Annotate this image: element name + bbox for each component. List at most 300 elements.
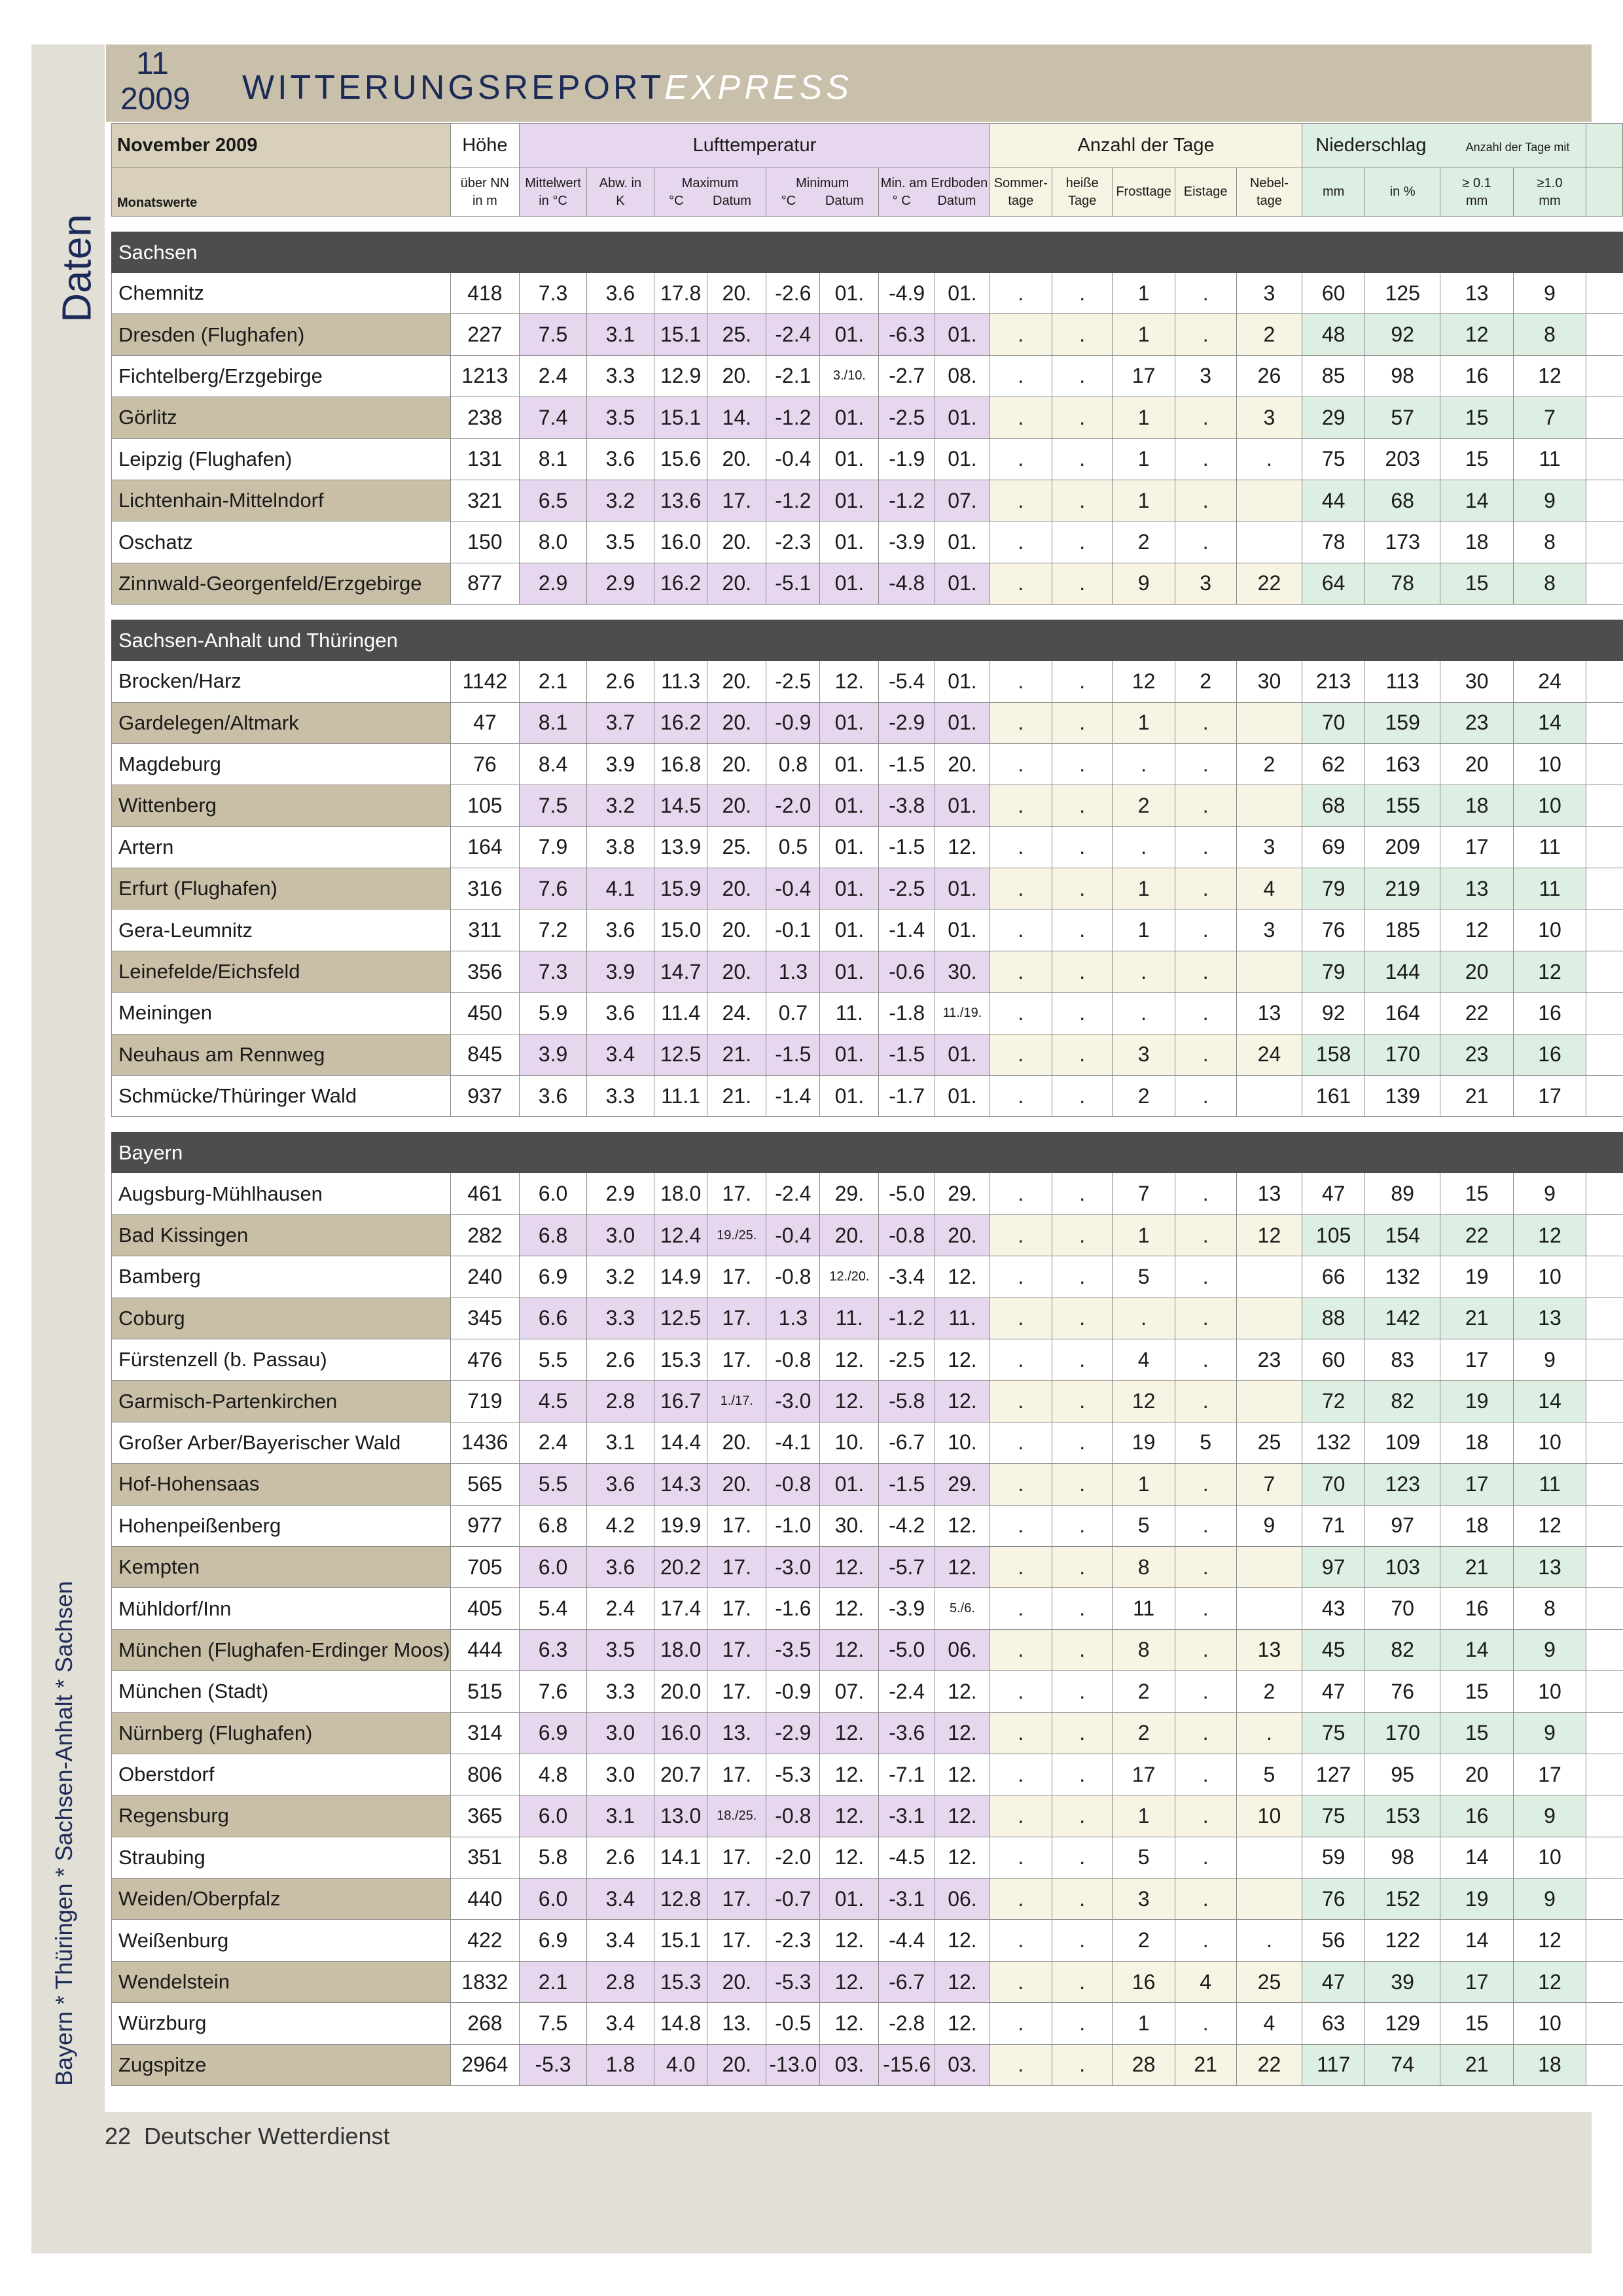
cell-value: 10 (1513, 2003, 1586, 2044)
cell-value (1236, 951, 1302, 992)
group-anzahl-tage: Anzahl der Tage (990, 124, 1302, 168)
cell-value: 10. (820, 1422, 879, 1463)
cell-value: 2 (1113, 1920, 1175, 1961)
cell-value: 2 (1113, 1671, 1175, 1712)
cell-value: 18.0 (654, 1629, 707, 1670)
table-row (112, 1214, 1623, 1256)
cell-value: -7.1 (879, 1754, 935, 1795)
cell-value: -5.3 (520, 2044, 587, 2085)
cell-value: -5.7 (879, 1546, 935, 1587)
cell-value: 14 (1440, 1837, 1513, 1878)
cell-value: 01. (820, 868, 879, 910)
cell-value: 113 (1364, 661, 1440, 702)
cell-value: . (1052, 397, 1113, 438)
cell-value: 152 (1364, 1879, 1440, 1920)
cell-value: -2.5 (879, 868, 935, 910)
cell-value: -1.6 (766, 1588, 820, 1629)
cell-value: 19 (1440, 1256, 1513, 1298)
cell-value: . (1113, 743, 1175, 785)
edge-cell (1586, 314, 1623, 355)
cell-value: 8 (1513, 521, 1586, 563)
cell-value: 20.7 (654, 1754, 707, 1795)
cell-value: 21 (1440, 1546, 1513, 1587)
cell-value: -1.2 (879, 1298, 935, 1339)
cell-value: 24 (1513, 661, 1586, 702)
cell-value: 01. (935, 868, 990, 910)
cell-value: -5.3 (766, 1754, 820, 1795)
cell-value (1236, 521, 1302, 563)
cell-value: . (1052, 826, 1113, 868)
cell-value: 11.3 (654, 661, 707, 702)
station-name: Nürnberg (Flughafen) (112, 1712, 451, 1754)
cell-value: . (990, 1712, 1052, 1754)
cell-value: 705 (450, 1546, 520, 1587)
cell-value: 3.4 (586, 1879, 654, 1920)
cell-value: 9 (1513, 273, 1586, 314)
cell-value: 20 (1440, 743, 1513, 785)
cell-value: 14.7 (654, 951, 707, 992)
cell-value: . (1052, 314, 1113, 355)
cell-value: 79 (1302, 868, 1365, 910)
cell-value: 6.0 (520, 1879, 587, 1920)
cell-value: 64 (1302, 563, 1365, 604)
table-row (112, 314, 1623, 355)
cell-value: 47 (450, 702, 520, 743)
cell-value: . (1052, 661, 1113, 702)
cell-value: 20. (707, 355, 766, 397)
col-header-ge-1-0: ≥1.0 mm (1513, 168, 1586, 217)
cell-value: . (1052, 563, 1113, 604)
cell-value: -5.1 (766, 563, 820, 604)
cell-value: 01. (820, 951, 879, 992)
cell-value: 20. (707, 1422, 766, 1463)
cell-value: -0.1 (766, 910, 820, 951)
cell-value: 5./6. (935, 1588, 990, 1629)
cell-value: 3.1 (586, 1422, 654, 1463)
cell-value: 72 (1302, 1381, 1365, 1422)
cell-value: 24 (1236, 1034, 1302, 1075)
cell-value: . (990, 1961, 1052, 2002)
cell-value: . (990, 868, 1052, 910)
cell-value: -0.9 (766, 1671, 820, 1712)
brand-sub: EXPRESS (664, 69, 853, 107)
region-name: Sachsen (112, 232, 1623, 273)
cell-value: . (990, 1505, 1052, 1546)
maximum-label: Maximum (681, 175, 739, 190)
cell-value: 13.6 (654, 480, 707, 521)
cell-value: 22 (1440, 1214, 1513, 1256)
cell-value: 12. (935, 1795, 990, 1837)
table-row (112, 993, 1623, 1034)
cell-value: 39 (1364, 1961, 1440, 2002)
cell-value: -1.5 (879, 826, 935, 868)
cell-value: -2.4 (766, 314, 820, 355)
table-row (112, 1837, 1623, 1878)
cell-value: -4.8 (879, 563, 935, 604)
cell-value: 7.2 (520, 910, 587, 951)
cell-value: 4.8 (520, 1754, 587, 1795)
cell-value: 13. (707, 2003, 766, 2044)
cell-value: -3.0 (766, 1546, 820, 1587)
cell-value: 5 (1236, 1754, 1302, 1795)
cell-value: -4.2 (879, 1505, 935, 1546)
region-name: Sachsen-Anhalt und Thüringen (112, 620, 1623, 661)
cell-value: 227 (450, 314, 520, 355)
table-row (112, 868, 1623, 910)
cell-value: . (990, 1920, 1052, 1961)
cell-value: -5.8 (879, 1381, 935, 1422)
cell-value: -2.3 (766, 1920, 820, 1961)
cell-value: 1 (1113, 438, 1175, 480)
cell-value: 6.0 (520, 1173, 587, 1214)
col-header-ge-0-1: ≥ 0.1 mm (1440, 168, 1513, 217)
cell-value: 22 (1236, 2044, 1302, 2085)
cell-value: 1 (1113, 1214, 1175, 1256)
cell-value: 14.1 (654, 1837, 707, 1878)
station-name: Zinnwald-Georgenfeld/Erzgebirge (112, 563, 451, 604)
cell-value: 16.0 (654, 521, 707, 563)
cell-value: 01. (820, 480, 879, 521)
table-row (112, 661, 1623, 702)
table-row (112, 951, 1623, 992)
cell-value: 20. (935, 743, 990, 785)
cell-value: 45 (1302, 1629, 1365, 1670)
cell-value: 7.6 (520, 1671, 587, 1712)
edge-cell (1586, 1837, 1623, 1878)
cell-value: 01. (820, 521, 879, 563)
cell-value: 164 (1364, 993, 1440, 1034)
publisher: Deutscher Wetterdienst (144, 2123, 390, 2149)
issue-number: 11 (136, 46, 169, 81)
cell-value: 01. (820, 397, 879, 438)
edge-cell (1586, 355, 1623, 397)
cell-value: 12. (820, 1629, 879, 1670)
cell-value: 44 (1302, 480, 1365, 521)
cell-value: 21 (1440, 2044, 1513, 2085)
table-row (112, 743, 1623, 785)
cell-value: 20. (707, 951, 766, 992)
cell-value: -2.9 (766, 1712, 820, 1754)
edge-cell (1586, 1588, 1623, 1629)
station-name: Wittenberg (112, 785, 451, 826)
cell-value: 6.9 (520, 1256, 587, 1298)
station-name: Würzburg (112, 2003, 451, 2044)
edge-cell (1586, 480, 1623, 521)
cell-value: 163 (1364, 743, 1440, 785)
cell-value: 16.8 (654, 743, 707, 785)
station-name: Erfurt (Flughafen) (112, 868, 451, 910)
cell-value: . (1175, 1076, 1236, 1117)
cell-value: . (1175, 826, 1236, 868)
cell-value: 1 (1113, 1795, 1175, 1837)
cell-value: 2.4 (586, 1588, 654, 1629)
cell-value (1236, 1588, 1302, 1629)
cell-value: . (1052, 1588, 1113, 1629)
cell-value: 23 (1440, 702, 1513, 743)
station-name: Lichtenhain-Mittelndorf (112, 480, 451, 521)
station-name: Görlitz (112, 397, 451, 438)
cell-value: . (990, 2044, 1052, 2085)
station-name: Artern (112, 826, 451, 868)
cell-value: 74 (1364, 2044, 1440, 2085)
cell-value: 17.8 (654, 273, 707, 314)
cell-value: . (1052, 1546, 1113, 1587)
cell-value: 10 (1513, 1256, 1586, 1298)
cell-value: . (990, 1879, 1052, 1920)
cell-value: 01. (935, 785, 990, 826)
cell-value: 15.3 (654, 1339, 707, 1380)
cell-value: . (1175, 743, 1236, 785)
cell-value: -3.1 (879, 1795, 935, 1837)
station-name: Bad Kissingen (112, 1214, 451, 1256)
cell-value: 2.9 (586, 563, 654, 604)
col-header-sommertage: Sommer- tage (990, 168, 1052, 217)
cell-value: . (990, 1795, 1052, 1837)
station-name: Meiningen (112, 993, 451, 1034)
cell-value: 14. (707, 397, 766, 438)
cell-value: -5.0 (879, 1173, 935, 1214)
cell-value: . (1175, 1546, 1236, 1587)
table-row (112, 785, 1623, 826)
cell-value: -1.4 (766, 1076, 820, 1117)
cell-value: 22 (1236, 563, 1302, 604)
cell-value: 3 (1175, 355, 1236, 397)
cell-value: 01. (935, 910, 990, 951)
cell-value: 20. (707, 2044, 766, 2085)
cell-value: 12.8 (654, 1879, 707, 1920)
cell-value: 12. (820, 661, 879, 702)
cell-value: 2 (1236, 1671, 1302, 1712)
cell-value: 62 (1302, 743, 1365, 785)
cell-value: -3.4 (879, 1256, 935, 1298)
cell-value: . (1052, 1754, 1113, 1795)
cell-value: 12. (820, 1837, 879, 1878)
group-hoehe: Höhe (450, 124, 520, 168)
cell-value: 3 (1113, 1034, 1175, 1075)
cell-value: -0.4 (766, 438, 820, 480)
cell-value: 12 (1440, 314, 1513, 355)
cell-value: 01. (820, 1879, 879, 1920)
cell-value: 4.1 (586, 868, 654, 910)
cell-value: 3.3 (586, 1671, 654, 1712)
cell-value: 68 (1364, 480, 1440, 521)
cell-value: 314 (450, 1712, 520, 1754)
cell-value: 16 (1440, 355, 1513, 397)
cell-value: -3.0 (766, 1381, 820, 1422)
cell-value: . (1052, 1076, 1113, 1117)
region-header (112, 232, 1623, 273)
edge-cell (1586, 1795, 1623, 1837)
station-name: Zugspitze (112, 2044, 451, 2085)
cell-value: . (990, 521, 1052, 563)
cell-value: 2.9 (586, 1173, 654, 1214)
cell-value: 17. (707, 1546, 766, 1587)
edge-cell (1586, 1961, 1623, 2002)
cell-value: 565 (450, 1464, 520, 1505)
cell-value: . (990, 1671, 1052, 1712)
cell-value: 75 (1302, 438, 1365, 480)
cell-value: 12.9 (654, 355, 707, 397)
cell-value: -1.2 (879, 480, 935, 521)
cell-value: -2.5 (879, 397, 935, 438)
cell-value: . (1175, 993, 1236, 1034)
table-row (112, 1464, 1623, 1505)
cell-value: 4 (1236, 2003, 1302, 2044)
cell-value: . (1052, 702, 1113, 743)
cell-value: 3 (1236, 910, 1302, 951)
cell-value: 17 (1440, 1339, 1513, 1380)
station-name: Oberstdorf (112, 1754, 451, 1795)
cell-value: 476 (450, 1339, 520, 1380)
cell-value: . (1052, 1034, 1113, 1075)
cell-value: 3.6 (586, 273, 654, 314)
cell-value: -0.4 (766, 868, 820, 910)
table-row (112, 1339, 1623, 1380)
cell-value: . (990, 743, 1052, 785)
cell-value: . (1052, 1629, 1113, 1670)
cell-value: -0.8 (766, 1339, 820, 1380)
cell-value: 01. (935, 1076, 990, 1117)
cell-value: 20. (707, 910, 766, 951)
cell-value: 03. (935, 2044, 990, 2085)
cell-value: 13 (1440, 868, 1513, 910)
cell-value: 10 (1513, 1671, 1586, 1712)
cell-value: 97 (1364, 1505, 1440, 1546)
cell-value: 14.8 (654, 2003, 707, 2044)
cell-value: 01. (820, 702, 879, 743)
cell-value: 88 (1302, 1298, 1365, 1339)
page-number: 22 (105, 2123, 132, 2149)
cell-value: . (990, 1034, 1052, 1075)
cell-value: 3.2 (586, 1256, 654, 1298)
erd-datum: Datum (937, 193, 976, 208)
cell-value: 16.2 (654, 702, 707, 743)
cell-value: 131 (450, 438, 520, 480)
table-row (112, 1381, 1623, 1422)
station-name: Leinefelde/Eichsfeld (112, 951, 451, 992)
table-row (112, 1505, 1623, 1546)
cell-value: 20. (707, 1464, 766, 1505)
cell-value: . (1175, 273, 1236, 314)
region-spacer (112, 217, 1623, 232)
station-name: München (Stadt) (112, 1671, 451, 1712)
station-name: Oschatz (112, 521, 451, 563)
cell-value: -0.5 (766, 2003, 820, 2044)
cell-value: 15.1 (654, 1920, 707, 1961)
station-name: Fürstenzell (b. Passau) (112, 1339, 451, 1380)
cell-value: 17. (707, 480, 766, 521)
edge-cell (1586, 1422, 1623, 1463)
cell-value: 3.3 (586, 1076, 654, 1117)
cell-value: 5.8 (520, 1837, 587, 1878)
cell-value: 30. (935, 951, 990, 992)
region-spacer (112, 605, 1623, 620)
cell-value: 109 (1364, 1422, 1440, 1463)
cell-value: 937 (450, 1076, 520, 1117)
station-name: Wendelstein (112, 1961, 451, 2002)
cell-value: 01. (820, 314, 879, 355)
cell-value: 450 (450, 993, 520, 1034)
cell-value: 3./10. (820, 355, 879, 397)
cell-value: 29. (935, 1173, 990, 1214)
cell-value: 321 (450, 480, 520, 521)
cell-value: 2.1 (520, 661, 587, 702)
cell-value: . (1175, 1173, 1236, 1214)
cell-value: -1.4 (879, 910, 935, 951)
cell-value: 877 (450, 563, 520, 604)
cell-value: 18 (1440, 1505, 1513, 1546)
cell-value: 01. (820, 743, 879, 785)
cell-value: 142 (1364, 1298, 1440, 1339)
station-name: Weißenburg (112, 1920, 451, 1961)
cell-value: 18 (1513, 2044, 1586, 2085)
cell-value: 16.7 (654, 1381, 707, 1422)
cell-value: 444 (450, 1629, 520, 1670)
edge-cell (1586, 521, 1623, 563)
cell-value: . (990, 273, 1052, 314)
cell-value: -1.5 (879, 1464, 935, 1505)
cell-value: 5.5 (520, 1339, 587, 1380)
cell-value: -1.5 (766, 1034, 820, 1075)
cell-value: 9 (1513, 1629, 1586, 1670)
cell-value: 13 (1236, 993, 1302, 1034)
cell-value: 8 (1113, 1546, 1175, 1587)
cell-value: 70 (1364, 1588, 1440, 1629)
cell-value: 3.8 (586, 826, 654, 868)
table-row (112, 1712, 1623, 1754)
cell-value: 8 (1113, 1629, 1175, 1670)
cell-value: 47 (1302, 1671, 1365, 1712)
cell-value: 164 (450, 826, 520, 868)
cell-value: . (990, 1754, 1052, 1795)
cell-value: 83 (1364, 1339, 1440, 1380)
cell-value: 76 (1302, 910, 1365, 951)
cell-value: . (1175, 480, 1236, 521)
cell-value: 98 (1364, 1837, 1440, 1878)
cell-value: . (1236, 1712, 1302, 1754)
cell-value: . (1052, 480, 1113, 521)
cell-value: 1 (1113, 910, 1175, 951)
cell-value: 20. (707, 743, 766, 785)
cell-value: . (990, 1076, 1052, 1117)
cell-value: 351 (450, 1837, 520, 1878)
cell-value: . (990, 2003, 1052, 2044)
cell-value: 4.0 (654, 2044, 707, 2085)
cell-value: 3.4 (586, 2003, 654, 2044)
cell-value: 76 (450, 743, 520, 785)
cell-value: 2.6 (586, 661, 654, 702)
cell-value: 25 (1236, 1961, 1302, 2002)
cell-value: 7.9 (520, 826, 587, 868)
cell-value: . (990, 1339, 1052, 1380)
cell-value: 2 (1113, 1712, 1175, 1754)
side-label-regions: Bayern * Thüringen * Sachsen-Anhalt * Sachsen (50, 1581, 77, 2086)
cell-value: 13 (1440, 273, 1513, 314)
cell-value: . (1052, 1671, 1113, 1712)
cell-value: 10 (1513, 743, 1586, 785)
cell-value: 461 (450, 1173, 520, 1214)
cell-value: -1.9 (879, 438, 935, 480)
table-row (112, 273, 1623, 314)
cell-value: . (990, 1464, 1052, 1505)
cell-value: 17. (707, 1505, 766, 1546)
cell-value: 4.2 (586, 1505, 654, 1546)
cell-value: 13.0 (654, 1795, 707, 1837)
cell-value: 21 (1175, 2044, 1236, 2085)
cell-value: 06. (935, 1629, 990, 1670)
cell-value: . (1113, 1298, 1175, 1339)
cell-value: . (990, 785, 1052, 826)
